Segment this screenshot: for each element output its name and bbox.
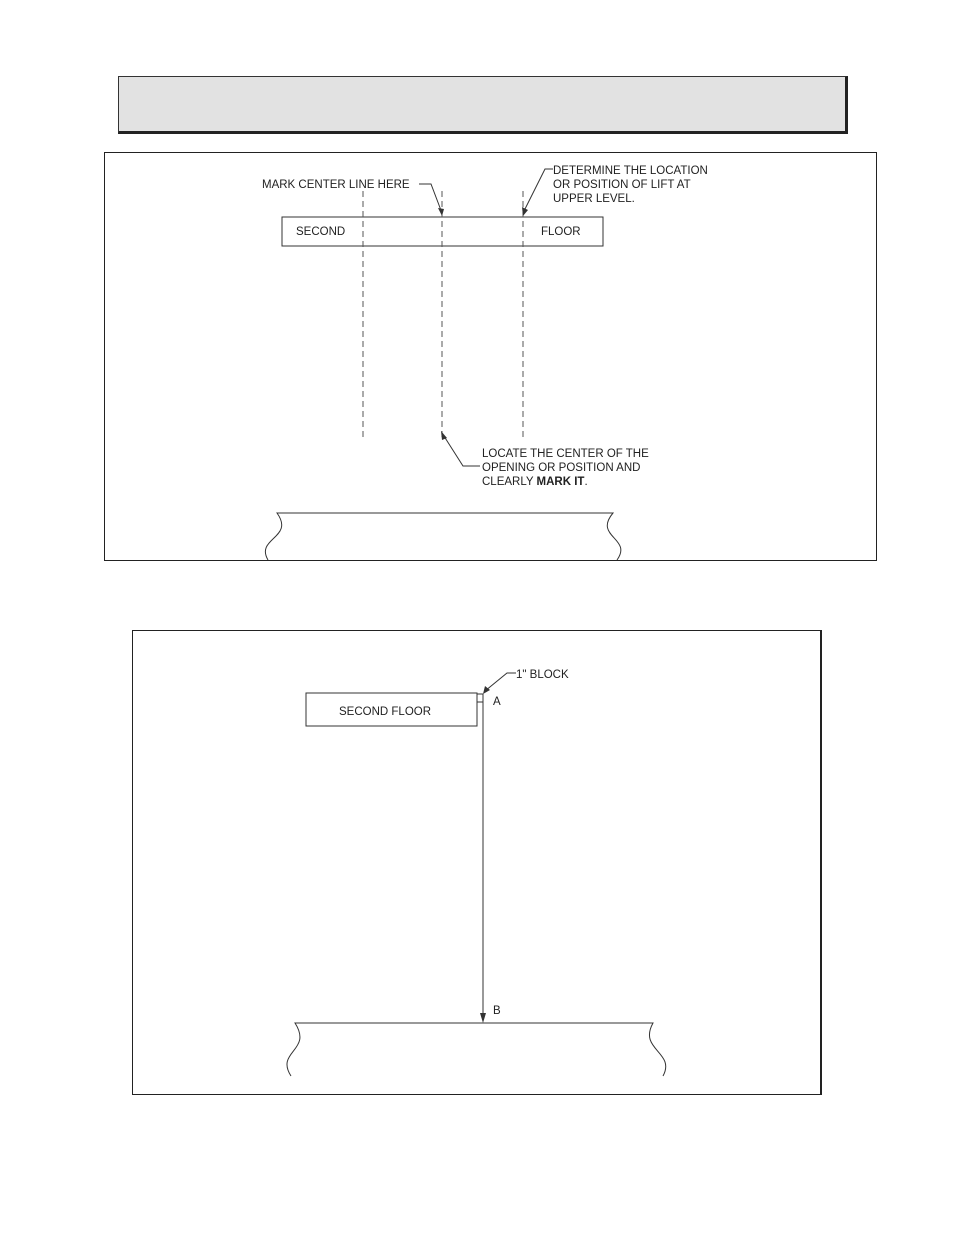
locate-callout-line2: OPENING OR POSITION AND (482, 462, 641, 474)
locate-leader (442, 433, 480, 466)
determine-callout-line2: OR POSITION OF LIFT AT (553, 179, 691, 191)
header-bar (118, 76, 848, 134)
locate-callout-line3-prefix: CLEARLY (482, 476, 537, 488)
floor-label-right: FLOOR (541, 226, 581, 238)
point-a-label: A (493, 696, 501, 708)
block-callout: 1" BLOCK (516, 669, 569, 681)
center-line-drawing (105, 153, 876, 560)
block-leader (485, 673, 516, 691)
locate-callout-line3-bold: MARK IT (536, 476, 585, 488)
mark-center-callout: MARK CENTER LINE HERE (262, 179, 410, 191)
locate-callout-line3 (482, 476, 588, 488)
plumb-line-drawing (133, 631, 820, 1094)
locate-callout-line1: LOCATE THE CENTER OF THE (482, 448, 649, 460)
floor-label-left: SECOND (296, 226, 346, 238)
determine-leader (523, 169, 553, 213)
point-b-label: B (493, 1005, 501, 1017)
one-inch-block (477, 694, 483, 702)
determine-callout-line3: UPPER LEVEL. (553, 193, 635, 205)
mark-center-arrowhead (438, 208, 444, 216)
lower-floor-break-2 (287, 1023, 666, 1076)
plumb-line-diagram (132, 630, 822, 1095)
locate-callout-line3-suffix: . (584, 476, 588, 488)
floor-label: SECOND FLOOR (339, 706, 432, 718)
lower-floor-break (265, 513, 621, 560)
center-line-diagram (104, 152, 877, 561)
determine-callout-line1: DETERMINE THE LOCATION (553, 165, 708, 177)
plumb-arrowhead (480, 1013, 486, 1023)
